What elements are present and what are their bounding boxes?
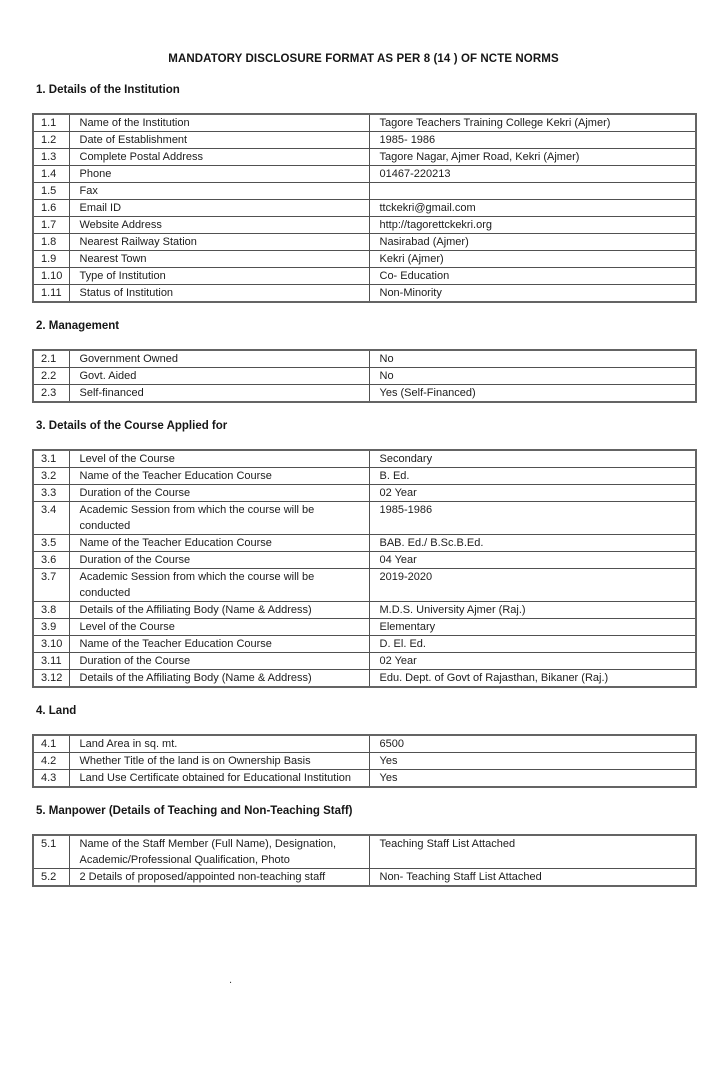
table-row <box>33 569 696 602</box>
row-number-cell: 2.3 <box>33 385 69 403</box>
section-table <box>32 449 697 688</box>
section-heading: 1. Details of the Institution <box>36 84 180 96</box>
row-value-cell: Non-Minority <box>369 285 696 303</box>
row-value-cell: Teaching Staff List Attached <box>369 835 696 869</box>
row-value-cell: 1985- 1986 <box>369 132 696 149</box>
row-label-cell: Duration of the Course <box>69 653 369 670</box>
row-value-cell: No <box>369 368 696 385</box>
row-number-cell: 1.3 <box>33 149 69 166</box>
row-number-cell: 1.2 <box>33 132 69 149</box>
row-value-cell: 04 Year <box>369 552 696 569</box>
section-heading: 5. Manpower (Details of Teaching and Non-Teaching Staff) <box>36 805 353 817</box>
section-heading: 2. Management <box>36 320 120 332</box>
row-number-cell: 3.11 <box>33 653 69 670</box>
row-number-cell: 3.3 <box>33 485 69 502</box>
row-label-cell: Whether Title of the land is on Ownership Basis <box>69 753 369 770</box>
row-label-cell: Name of the Teacher Education Course <box>69 535 369 552</box>
row-label-cell: Email ID <box>69 200 369 217</box>
row-value-cell: Tagore Nagar, Ajmer Road, Kekri (Ajmer) <box>369 149 696 166</box>
row-number-cell: 3.6 <box>33 552 69 569</box>
row-label-cell: Self-financed <box>69 385 369 403</box>
table-row <box>33 149 696 166</box>
row-number-cell: 2.2 <box>33 368 69 385</box>
row-value-cell: Yes <box>369 753 696 770</box>
table-row <box>33 835 696 869</box>
row-value-cell: 6500 <box>369 735 696 753</box>
row-label-cell: Name of the Teacher Education Course <box>69 636 369 653</box>
row-value-cell: Elementary <box>369 619 696 636</box>
row-value-cell: Co- Education <box>369 268 696 285</box>
table-row <box>33 653 696 670</box>
row-number-cell: 5.2 <box>33 869 69 887</box>
row-label-cell: Level of the Course <box>69 619 369 636</box>
table-row <box>33 735 696 753</box>
row-label-cell: Name of the Teacher Education Course <box>69 468 369 485</box>
row-number-cell: 1.10 <box>33 268 69 285</box>
document-page <box>0 52 724 887</box>
document-title: MANDATORY DISCLOSURE FORMAT AS PER 8 (14 ) OF NCTE NORMS <box>168 53 559 65</box>
row-number-cell: 3.5 <box>33 535 69 552</box>
row-label-cell: Govt. Aided <box>69 368 369 385</box>
section-table <box>32 834 697 887</box>
table-row <box>33 234 696 251</box>
table-row <box>33 132 696 149</box>
row-number-cell: 3.1 <box>33 450 69 468</box>
table-row <box>33 268 696 285</box>
row-label-cell: Status of Institution <box>69 285 369 303</box>
row-label-cell: Land Area in sq. mt. <box>69 735 369 753</box>
row-value-cell: BAB. Ed./ B.Sc.B.Ed. <box>369 535 696 552</box>
table-row <box>33 636 696 653</box>
row-value-cell: Edu. Dept. of Govt of Rajasthan, Bikaner (Raj.) <box>369 670 696 688</box>
row-value-cell: Yes (Self-Financed) <box>369 385 696 403</box>
table-row <box>33 200 696 217</box>
row-value-cell: 02 Year <box>369 485 696 502</box>
section-table <box>32 734 697 788</box>
row-label-cell: Nearest Railway Station <box>69 234 369 251</box>
table-row <box>33 468 696 485</box>
table-row <box>33 869 696 887</box>
row-label-cell: Government Owned <box>69 350 369 368</box>
row-label-cell: Fax <box>69 183 369 200</box>
row-label-cell: Website Address <box>69 217 369 234</box>
row-number-cell: 3.10 <box>33 636 69 653</box>
row-value-cell: Secondary <box>369 450 696 468</box>
section-heading: 4. Land <box>36 705 77 717</box>
table-row <box>33 670 696 688</box>
table-row <box>33 166 696 183</box>
row-label-cell: Type of Institution <box>69 268 369 285</box>
table-row <box>33 535 696 552</box>
row-value-cell: 2019-2020 <box>369 569 696 602</box>
row-value-cell: Non- Teaching Staff List Attached <box>369 869 696 887</box>
row-number-cell: 5.1 <box>33 835 69 869</box>
table-row <box>33 619 696 636</box>
row-number-cell: 1.6 <box>33 200 69 217</box>
table-row <box>33 485 696 502</box>
table-row <box>33 385 696 403</box>
row-number-cell: 3.4 <box>33 502 69 535</box>
table-row <box>33 217 696 234</box>
section-table <box>32 349 697 403</box>
row-number-cell: 3.2 <box>33 468 69 485</box>
table-row <box>33 552 696 569</box>
row-number-cell: 3.12 <box>33 670 69 688</box>
section-table <box>32 113 697 303</box>
row-number-cell: 1.4 <box>33 166 69 183</box>
row-label-cell: Academic Session from which the course will be conducted <box>69 502 369 535</box>
stray-dot-mark: . <box>229 974 233 986</box>
row-label-cell: Complete Postal Address <box>69 149 369 166</box>
row-value-cell <box>369 183 696 200</box>
row-value-cell: ttckekri@gmail.com <box>369 200 696 217</box>
section-heading: 3. Details of the Course Applied for <box>36 420 228 432</box>
row-number-cell: 1.8 <box>33 234 69 251</box>
row-label-cell: Duration of the Course <box>69 552 369 569</box>
row-label-cell: Land Use Certificate obtained for Educational Institution <box>69 770 369 788</box>
row-number-cell: 3.7 <box>33 569 69 602</box>
row-number-cell: 1.9 <box>33 251 69 268</box>
row-label-cell: Date of Establishment <box>69 132 369 149</box>
table-row <box>33 350 696 368</box>
row-number-cell: 1.5 <box>33 183 69 200</box>
table-row <box>33 114 696 132</box>
row-label-cell: Academic Session from which the course will be conducted <box>69 569 369 602</box>
row-value-cell: http://tagorettckekri.org <box>369 217 696 234</box>
table-row <box>33 285 696 303</box>
table-row <box>33 753 696 770</box>
row-value-cell: Nasirabad (Ajmer) <box>369 234 696 251</box>
table-row <box>33 251 696 268</box>
row-value-cell: Yes <box>369 770 696 788</box>
row-label-cell: Duration of the Course <box>69 485 369 502</box>
row-label-cell: Phone <box>69 166 369 183</box>
row-value-cell: 1985-1986 <box>369 502 696 535</box>
table-row <box>33 450 696 468</box>
row-value-cell: M.D.S. University Ajmer (Raj.) <box>369 602 696 619</box>
row-number-cell: 3.9 <box>33 619 69 636</box>
row-number-cell: 2.1 <box>33 350 69 368</box>
row-label-cell: Nearest Town <box>69 251 369 268</box>
row-number-cell: 1.7 <box>33 217 69 234</box>
row-label-cell: Name of the Staff Member (Full Name), Designation, Academic/Professional Qualification, Photo <box>69 835 369 869</box>
row-label-cell: Level of the Course <box>69 450 369 468</box>
table-row <box>33 183 696 200</box>
sections-container <box>32 83 695 887</box>
row-value-cell: Kekri (Ajmer) <box>369 251 696 268</box>
table-row <box>33 770 696 788</box>
row-label-cell: 2 Details of proposed/appointed non-teaching staff <box>69 869 369 887</box>
row-value-cell: D. El. Ed. <box>369 636 696 653</box>
row-number-cell: 4.2 <box>33 753 69 770</box>
table-row <box>33 602 696 619</box>
row-value-cell: 02 Year <box>369 653 696 670</box>
table-row <box>33 368 696 385</box>
row-number-cell: 1.1 <box>33 114 69 132</box>
row-value-cell: 01467-220213 <box>369 166 696 183</box>
row-number-cell: 4.3 <box>33 770 69 788</box>
row-label-cell: Details of the Affiliating Body (Name & Address) <box>69 670 369 688</box>
table-row <box>33 502 696 535</box>
row-value-cell: B. Ed. <box>369 468 696 485</box>
row-value-cell: Tagore Teachers Training College Kekri (Ajmer) <box>369 114 696 132</box>
row-number-cell: 4.1 <box>33 735 69 753</box>
row-label-cell: Name of the Institution <box>69 114 369 132</box>
row-number-cell: 1.11 <box>33 285 69 303</box>
row-value-cell: No <box>369 350 696 368</box>
row-number-cell: 3.8 <box>33 602 69 619</box>
row-label-cell: Details of the Affiliating Body (Name & Address) <box>69 602 369 619</box>
